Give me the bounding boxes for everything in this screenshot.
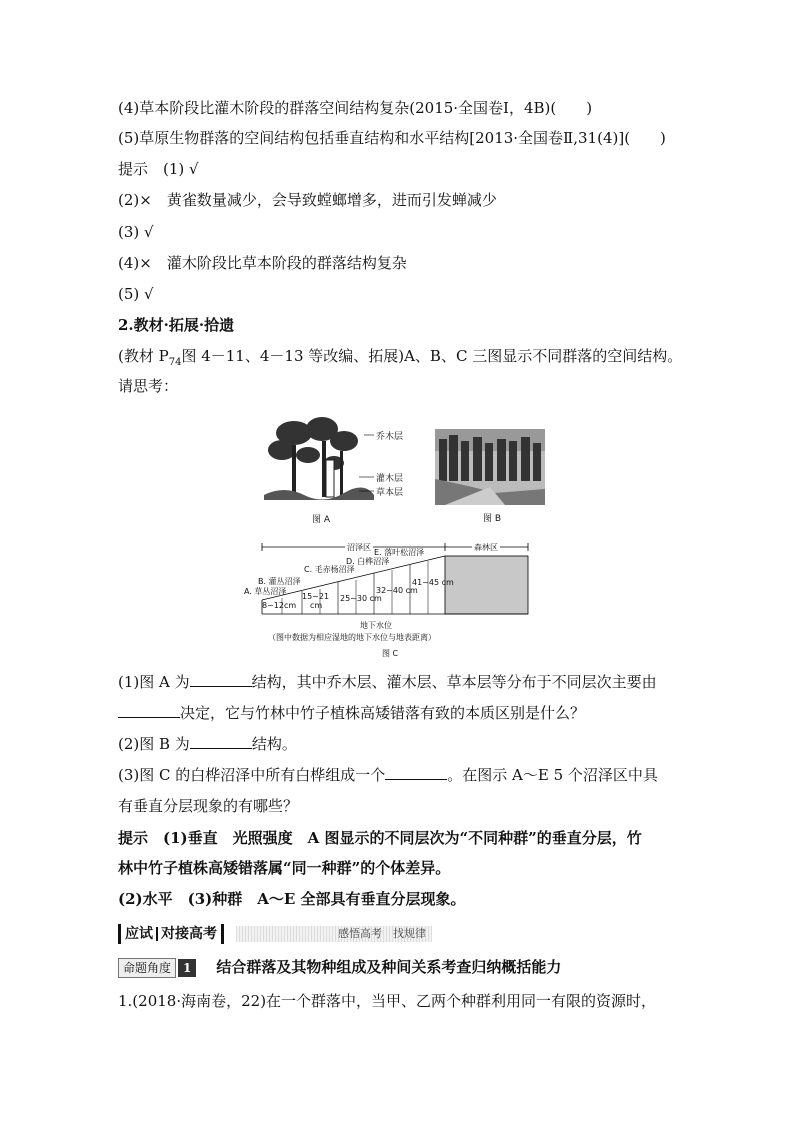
line-4: (2)× 黄雀数量减少，会导致螳螂增多，进而引发蝉减少	[118, 191, 497, 209]
section-heading: 2.教材·拓展·拾遗	[118, 316, 235, 334]
q1-blank-1[interactable]	[190, 672, 252, 687]
fig-a-caption: 图 A	[312, 515, 331, 525]
q3-part-b: 。在图示 A～E 5 个沼泽区中具	[447, 766, 658, 784]
fig-c-depth-5: 41~45 cm	[412, 578, 454, 587]
fig-c-label-e: E. 落叶松沼泽	[374, 548, 425, 557]
line-9	[118, 345, 682, 374]
figure-b	[435, 429, 545, 525]
fig-c-depth-4: 32~40 cm	[376, 586, 418, 595]
line-9-b: 图 4－11、4－13 等改编、拓展)A、B、C 三图显示不同群落的空间结构。	[181, 347, 683, 365]
line-9-a: (教材 P	[118, 347, 169, 365]
fig-c-water: 地下水位	[360, 621, 392, 630]
fig-c-zone-forest: 森林区	[474, 543, 498, 552]
question-2	[118, 733, 297, 755]
q1-blank-2[interactable]	[118, 703, 180, 718]
line-6: (4)× 灌木阶段比草本阶段的群落结构复杂	[118, 254, 407, 272]
line-10: 请思考：	[118, 377, 179, 395]
q2-part-b: 结构。	[251, 735, 297, 753]
topic-tag-text: 结合群落及其物种组成及种间关系考查归纳概括能力	[216, 958, 562, 976]
line-1: (4)草本阶段比灌木阶段的群落空间结构复杂(2015·全国卷Ⅰ，4B)( )	[118, 99, 593, 117]
fig-c-depth-2a: 15~21	[302, 592, 330, 601]
question-1-line-2	[118, 702, 585, 724]
fig-c-label-c: C. 毛赤杨沼泽	[304, 565, 355, 574]
topic-tag	[118, 958, 561, 976]
section-banner	[118, 924, 434, 944]
banner-title	[118, 924, 224, 944]
topic-tag-label: 命题角度	[118, 958, 176, 978]
question-3-line-1	[118, 764, 658, 786]
figure-b-drawing	[435, 429, 545, 505]
line-5: (3) √	[118, 223, 154, 241]
line-7: (5) √	[118, 285, 154, 303]
fig-c-depth-1: 8~12cm	[262, 601, 297, 610]
topic-tag-number: 1	[178, 959, 196, 977]
q2-blank[interactable]	[190, 734, 252, 749]
fig-c-depth-2b: cm	[310, 601, 323, 610]
fig-c-label-d: D. 白桦沼泽	[346, 557, 390, 566]
line-3: 提示 (1) √	[118, 160, 199, 178]
answer-line-3: (2)水平 (3)种群 A～E 全部具有垂直分层现象。	[118, 890, 466, 908]
q3-blank[interactable]	[385, 765, 447, 780]
question-1-line-1	[118, 671, 657, 693]
q1-part-a: (1)图 A 为	[118, 673, 190, 691]
q2-part-a: (2)图 B 为	[118, 735, 190, 753]
line-2: (5)草原生物群落的空间结构包括垂直结构和水平结构[2013·全国卷Ⅱ,31(4)]( )	[118, 129, 666, 147]
q3-part-a: (3)图 C 的白桦沼泽中所有白桦组成一个	[118, 766, 386, 784]
banner-subtitle: 感悟高考 找规律	[236, 926, 432, 942]
fig-c-label-b: B. 灌丛沼泽	[258, 577, 301, 586]
question-last-line: 1.(2018·海南卷，22)在一个群落中，当甲、乙两个种群利用同一有限的资源时，	[118, 992, 657, 1010]
fig-c-note: （图中数据为相应湿地的地下水位与地表距离）	[268, 633, 436, 642]
fig-c-depth-3: 25~30 cm	[340, 594, 382, 603]
banner-title-b: 对接高考	[161, 926, 217, 942]
fig-c-label-a: A. 草丛沼泽	[244, 587, 287, 596]
fig-c-zone-marsh: 沼泽区	[347, 543, 371, 552]
figure-a	[264, 415, 424, 525]
figure-c	[240, 538, 540, 664]
answer-line-2: 林中竹子植株高矮错落属“同一种群”的个体差异。	[118, 859, 451, 877]
answer-line-1: 提示 (1)垂直 光照强度 A 图显示的不同层次为“不同种群”的垂直分层，竹	[118, 829, 642, 847]
fig-a-shrub-label: 灌木层	[376, 474, 404, 484]
fig-b-caption: 图 B	[483, 514, 502, 524]
line-9-sub: 74	[168, 357, 182, 368]
question-3-line-2: 有垂直分层现象的有哪些？	[118, 797, 299, 815]
banner-title-a: 应试	[125, 926, 153, 942]
fig-a-herb-label: 草本层	[376, 488, 404, 498]
fig-c-caption: 图 C	[382, 649, 399, 658]
q1-part-b: 结构，其中乔木层、灌木层、草本层等分布于不同层次主要由	[251, 673, 657, 691]
q1-part-c: 决定，它与竹林中竹子植株高矮错落有致的本质区别是什么？	[180, 704, 586, 722]
fig-a-tree-label: 乔木层	[376, 432, 404, 442]
